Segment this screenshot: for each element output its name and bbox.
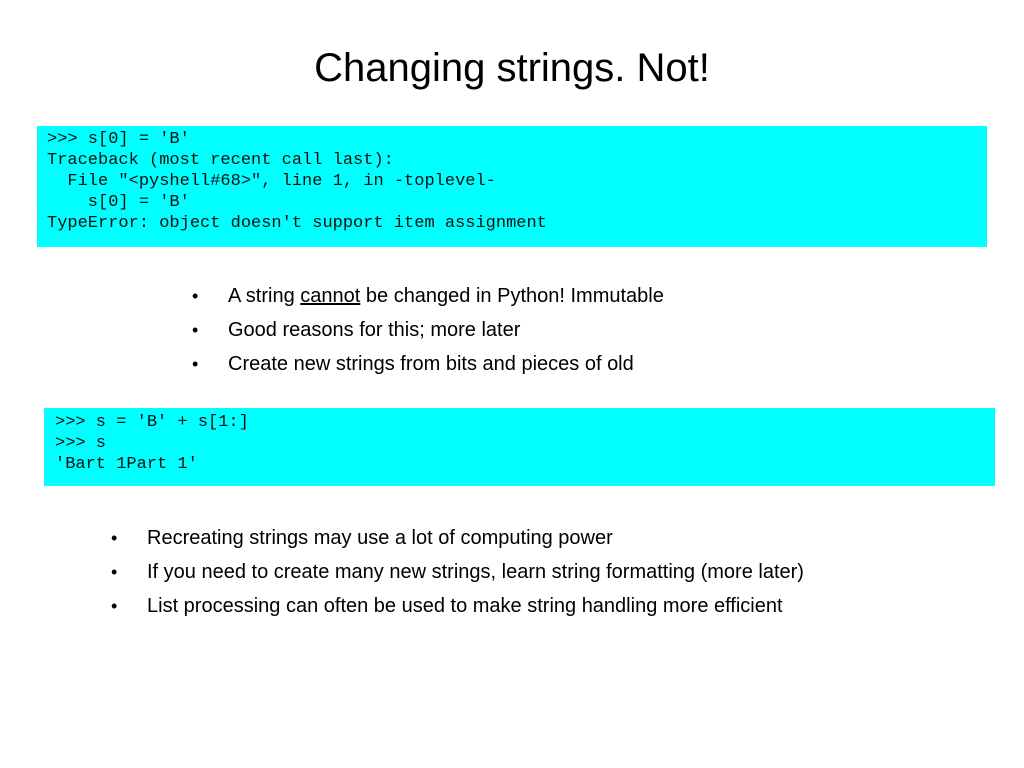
code-line: Traceback (most recent call last): xyxy=(47,151,394,170)
bullet-icon: • xyxy=(192,286,199,306)
bullet-text: Recreating strings may use a lot of computing power xyxy=(147,527,613,549)
bullet-text-suffix: be changed in Python! Immutable xyxy=(360,285,664,307)
bullet-icon: • xyxy=(192,320,199,340)
bullet-text: Good reasons for this; more later xyxy=(228,319,521,341)
code-line: >>> s[0] = 'B' xyxy=(47,130,190,149)
list-item xyxy=(111,521,991,555)
code-line: s[0] = 'B' xyxy=(47,193,190,212)
code-block-traceback xyxy=(37,126,987,247)
list-item xyxy=(192,347,972,381)
slide-title: Changing strings. Not! xyxy=(314,46,710,90)
list-item xyxy=(192,313,972,347)
code-line: >>> s xyxy=(55,434,107,453)
list-item xyxy=(111,589,991,623)
code-line: TypeError: object doesn't support item assignment xyxy=(47,214,547,233)
bullet-text-prefix: A string xyxy=(228,285,301,307)
bullet-icon: • xyxy=(111,562,118,582)
list-item xyxy=(192,279,972,313)
code-line: 'Bart 1Part 1' xyxy=(55,455,198,474)
code-block-concatenation xyxy=(44,408,995,486)
bullet-text: If you need to create many new strings, learn string formatting (more later) xyxy=(147,561,804,583)
bullet-icon: • xyxy=(111,528,118,548)
bullet-text xyxy=(228,279,664,313)
bullet-text: Create new strings from bits and pieces of old xyxy=(228,353,634,375)
bullet-list-performance xyxy=(111,521,991,623)
bullet-icon: • xyxy=(192,354,199,374)
code-line: File "<pyshell#68>", line 1, in -toplevel- xyxy=(47,172,496,191)
bullet-text-emphasis: cannot xyxy=(300,285,361,307)
bullet-text: List processing can often be used to make string handling more efficient xyxy=(147,595,783,617)
bullet-list-immutability xyxy=(192,279,972,381)
code-line: >>> s = 'B' + s[1:] xyxy=(55,413,249,432)
list-item xyxy=(111,555,991,589)
bullet-icon: • xyxy=(111,596,118,616)
